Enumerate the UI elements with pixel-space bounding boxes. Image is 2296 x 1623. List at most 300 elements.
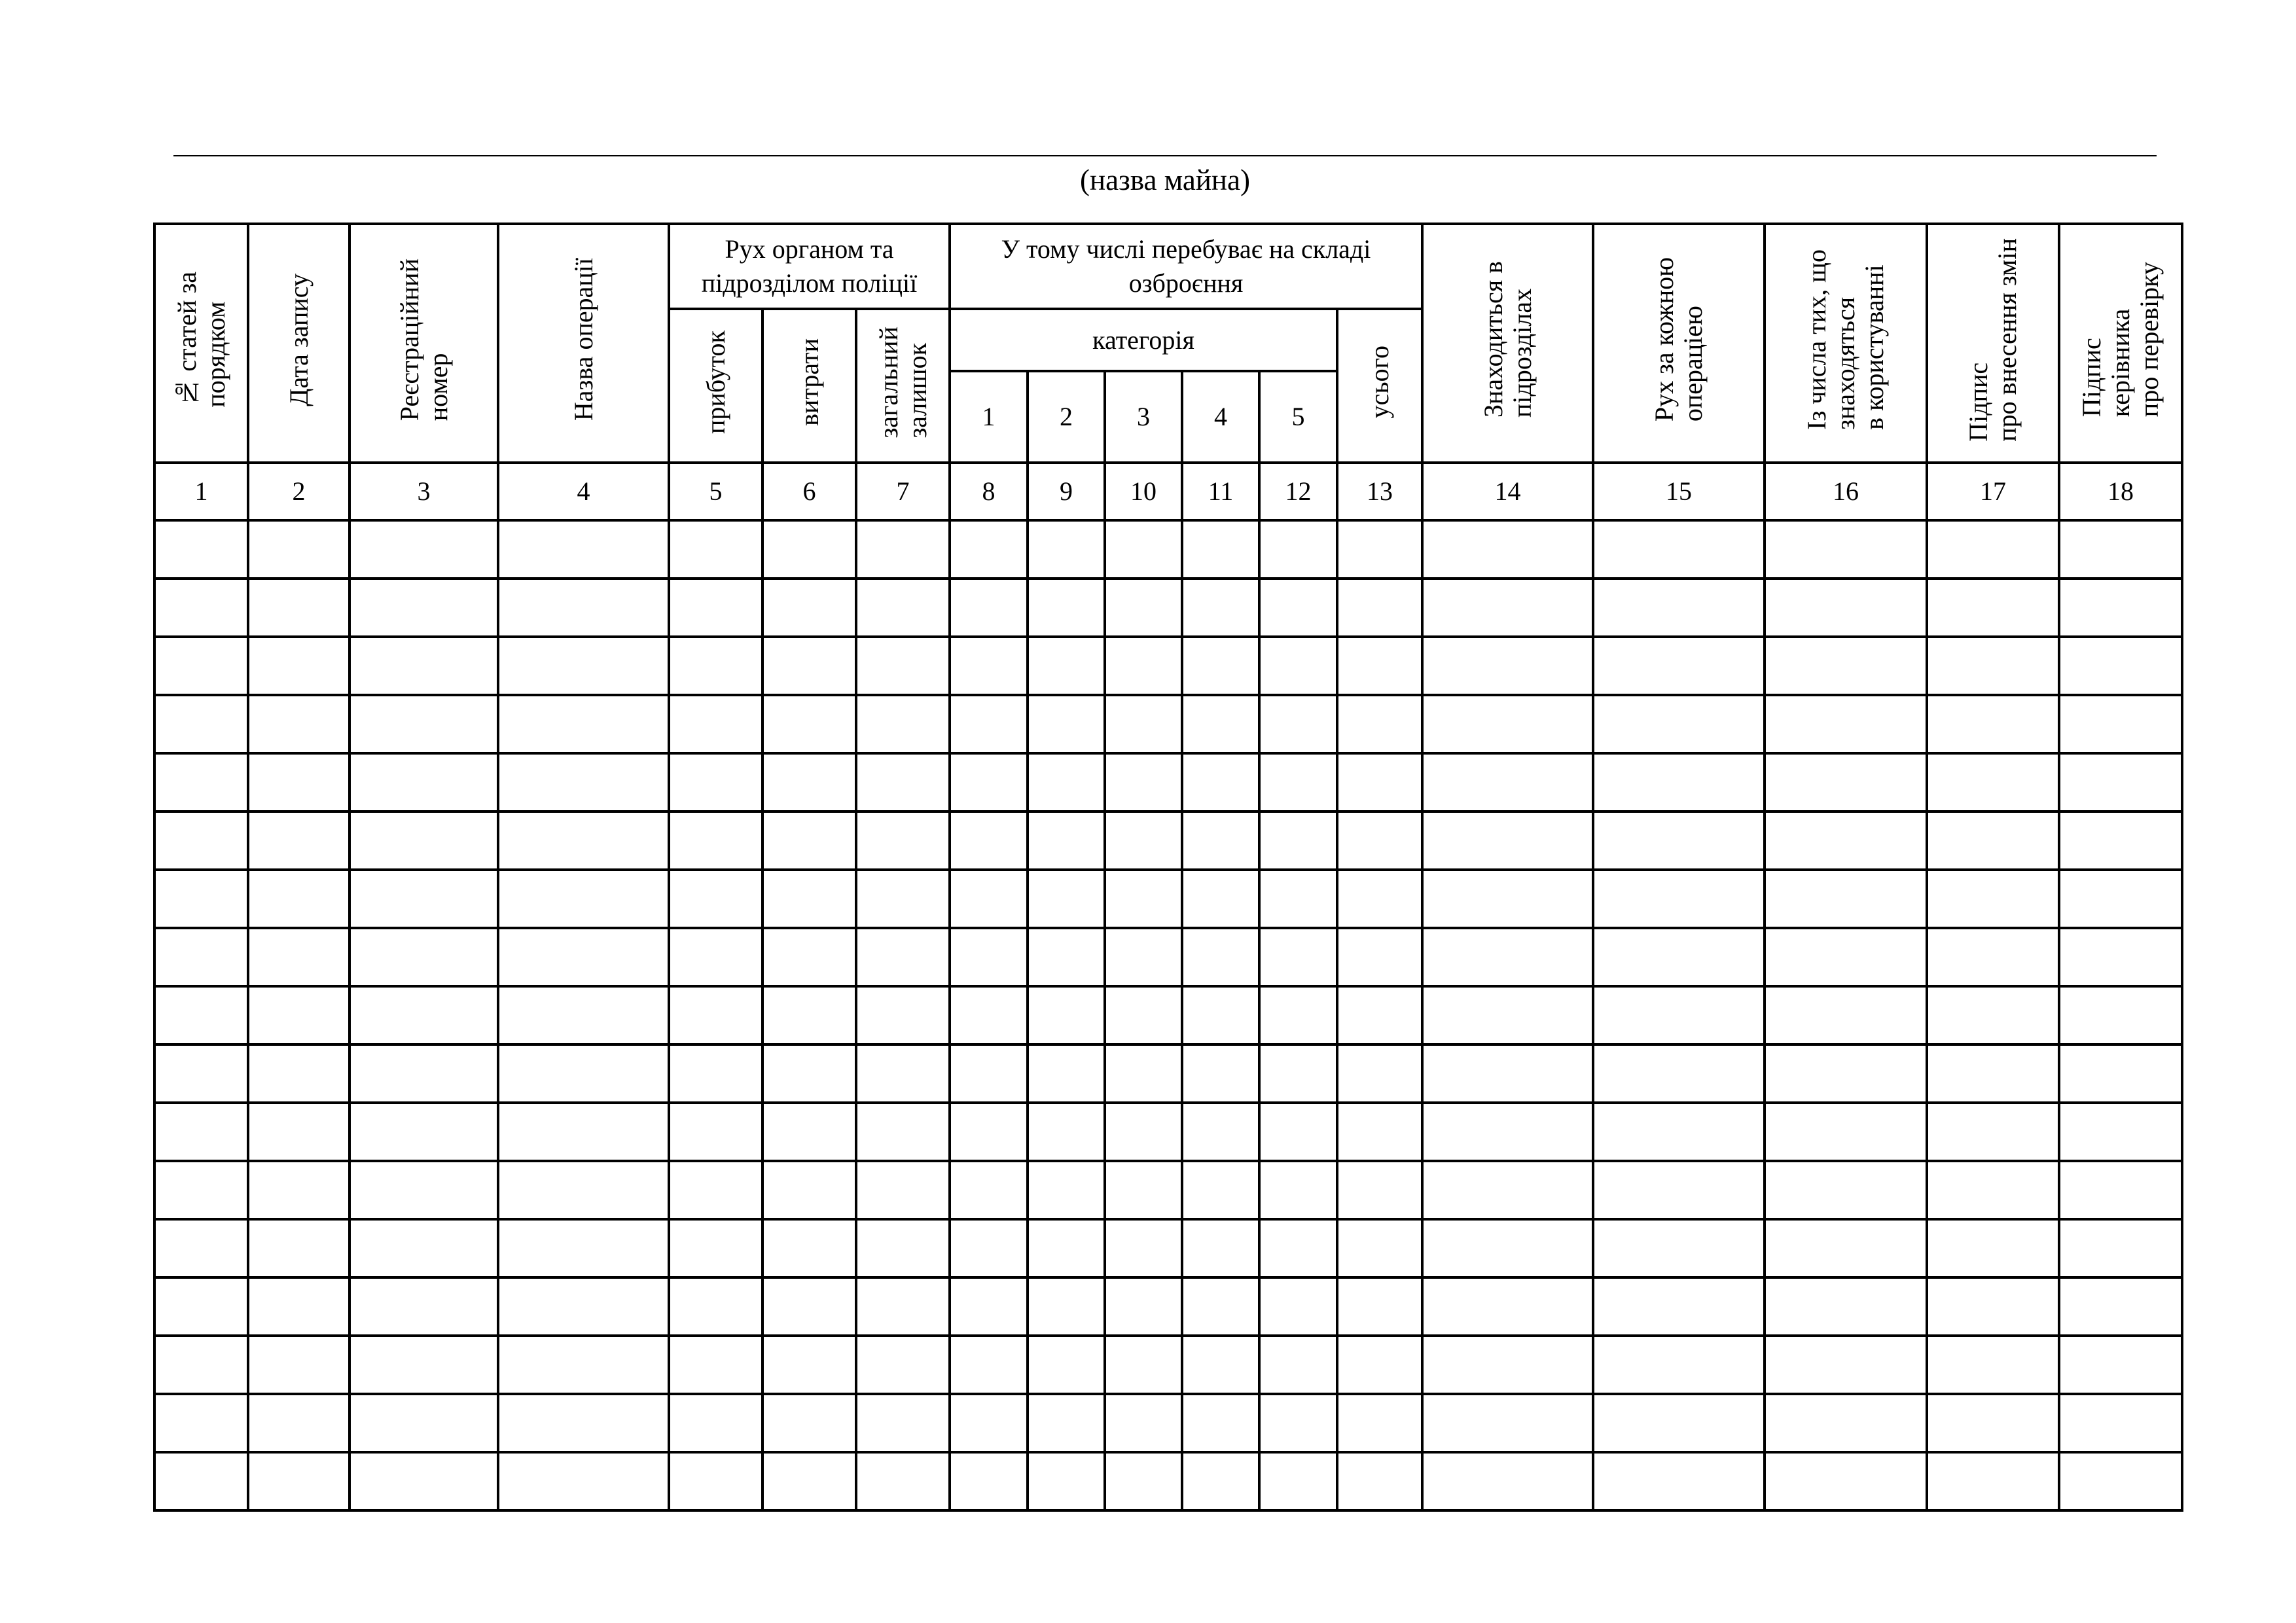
- table-cell[interactable]: [1259, 928, 1337, 986]
- table-cell[interactable]: [1182, 1452, 1259, 1510]
- table-cell[interactable]: [762, 1452, 856, 1510]
- table-cell[interactable]: [1422, 1161, 1593, 1219]
- table-cell[interactable]: [1422, 928, 1593, 986]
- table-cell[interactable]: [1337, 870, 1422, 928]
- table-cell[interactable]: [950, 928, 1028, 986]
- table-cell[interactable]: [1422, 870, 1593, 928]
- table-cell[interactable]: [2059, 579, 2182, 637]
- table-cell[interactable]: [1593, 1103, 1765, 1161]
- table-cell[interactable]: [950, 753, 1028, 812]
- table-cell[interactable]: [1182, 1394, 1259, 1452]
- table-cell[interactable]: [1259, 637, 1337, 695]
- table-cell[interactable]: [2059, 1103, 2182, 1161]
- table-cell[interactable]: [950, 637, 1028, 695]
- table-cell[interactable]: [1182, 1336, 1259, 1394]
- table-cell[interactable]: [1259, 1103, 1337, 1161]
- table-cell[interactable]: [1259, 1219, 1337, 1277]
- table-cell[interactable]: [1927, 1277, 2059, 1336]
- table-cell[interactable]: [1337, 579, 1422, 637]
- table-cell[interactable]: [762, 579, 856, 637]
- table-cell[interactable]: [1337, 520, 1422, 579]
- table-cell[interactable]: [1765, 753, 1927, 812]
- table-cell[interactable]: [950, 1452, 1028, 1510]
- table-cell[interactable]: [856, 520, 950, 579]
- table-cell[interactable]: [1182, 1277, 1259, 1336]
- table-cell[interactable]: [856, 1394, 950, 1452]
- table-cell[interactable]: [762, 1103, 856, 1161]
- table-cell[interactable]: [669, 1161, 762, 1219]
- table-cell[interactable]: [1028, 1336, 1105, 1394]
- table-cell[interactable]: [1765, 870, 1927, 928]
- table-cell[interactable]: [762, 986, 856, 1044]
- table-cell[interactable]: [1765, 1161, 1927, 1219]
- table-cell[interactable]: [1028, 1452, 1105, 1510]
- table-cell[interactable]: [1182, 812, 1259, 870]
- table-cell[interactable]: [350, 579, 498, 637]
- table-cell[interactable]: [950, 579, 1028, 637]
- table-cell[interactable]: [248, 579, 350, 637]
- table-cell[interactable]: [1422, 1219, 1593, 1277]
- table-cell[interactable]: [498, 928, 669, 986]
- table-cell[interactable]: [248, 753, 350, 812]
- table-cell[interactable]: [2059, 1336, 2182, 1394]
- table-cell[interactable]: [1593, 579, 1765, 637]
- table-cell[interactable]: [1422, 986, 1593, 1044]
- table-cell[interactable]: [1422, 1044, 1593, 1103]
- table-cell[interactable]: [1028, 812, 1105, 870]
- table-cell[interactable]: [1259, 1277, 1337, 1336]
- table-cell[interactable]: [762, 695, 856, 753]
- table-cell[interactable]: [1765, 1394, 1927, 1452]
- table-cell[interactable]: [1259, 1044, 1337, 1103]
- table-cell[interactable]: [154, 1161, 248, 1219]
- table-cell[interactable]: [856, 812, 950, 870]
- table-cell[interactable]: [1182, 637, 1259, 695]
- table-cell[interactable]: [669, 695, 762, 753]
- table-cell[interactable]: [1927, 637, 2059, 695]
- table-cell[interactable]: [1927, 870, 2059, 928]
- table-cell[interactable]: [1259, 695, 1337, 753]
- table-cell[interactable]: [248, 1394, 350, 1452]
- table-cell[interactable]: [248, 1044, 350, 1103]
- table-cell[interactable]: [1927, 812, 2059, 870]
- table-cell[interactable]: [1105, 928, 1182, 986]
- table-cell[interactable]: [1337, 1219, 1422, 1277]
- table-cell[interactable]: [1337, 986, 1422, 1044]
- table-cell[interactable]: [2059, 1277, 2182, 1336]
- table-cell[interactable]: [1105, 1044, 1182, 1103]
- table-cell[interactable]: [154, 637, 248, 695]
- table-cell[interactable]: [1422, 1452, 1593, 1510]
- table-cell[interactable]: [1259, 1452, 1337, 1510]
- table-cell[interactable]: [1593, 986, 1765, 1044]
- table-cell[interactable]: [350, 1394, 498, 1452]
- table-cell[interactable]: [154, 812, 248, 870]
- table-cell[interactable]: [498, 579, 669, 637]
- table-cell[interactable]: [1765, 928, 1927, 986]
- table-cell[interactable]: [1182, 579, 1259, 637]
- table-cell[interactable]: [856, 1452, 950, 1510]
- table-cell[interactable]: [762, 870, 856, 928]
- table-cell[interactable]: [350, 695, 498, 753]
- table-cell[interactable]: [1765, 986, 1927, 1044]
- table-cell[interactable]: [1927, 1161, 2059, 1219]
- table-cell[interactable]: [669, 812, 762, 870]
- table-cell[interactable]: [1105, 637, 1182, 695]
- table-cell[interactable]: [248, 695, 350, 753]
- table-cell[interactable]: [2059, 986, 2182, 1044]
- table-cell[interactable]: [154, 928, 248, 986]
- table-cell[interactable]: [248, 1277, 350, 1336]
- table-cell[interactable]: [1337, 637, 1422, 695]
- table-cell[interactable]: [2059, 753, 2182, 812]
- table-cell[interactable]: [1765, 637, 1927, 695]
- table-cell[interactable]: [1028, 1044, 1105, 1103]
- table-cell[interactable]: [1593, 812, 1765, 870]
- table-cell[interactable]: [1337, 1336, 1422, 1394]
- table-cell[interactable]: [950, 1336, 1028, 1394]
- table-cell[interactable]: [350, 1044, 498, 1103]
- table-cell[interactable]: [669, 1452, 762, 1510]
- table-cell[interactable]: [1765, 520, 1927, 579]
- table-cell[interactable]: [350, 1452, 498, 1510]
- table-cell[interactable]: [1422, 695, 1593, 753]
- table-cell[interactable]: [1593, 753, 1765, 812]
- table-cell[interactable]: [1337, 1277, 1422, 1336]
- table-cell[interactable]: [669, 986, 762, 1044]
- table-cell[interactable]: [762, 1394, 856, 1452]
- table-cell[interactable]: [350, 870, 498, 928]
- table-cell[interactable]: [950, 1277, 1028, 1336]
- table-cell[interactable]: [1259, 579, 1337, 637]
- table-cell[interactable]: [762, 520, 856, 579]
- table-cell[interactable]: [1765, 1452, 1927, 1510]
- table-cell[interactable]: [1765, 1103, 1927, 1161]
- table-cell[interactable]: [669, 637, 762, 695]
- table-cell[interactable]: [762, 1277, 856, 1336]
- table-cell[interactable]: [1422, 753, 1593, 812]
- table-cell[interactable]: [669, 870, 762, 928]
- table-cell[interactable]: [1182, 870, 1259, 928]
- table-cell[interactable]: [1593, 1394, 1765, 1452]
- table-cell[interactable]: [950, 1103, 1028, 1161]
- table-cell[interactable]: [248, 1219, 350, 1277]
- table-cell[interactable]: [498, 870, 669, 928]
- table-cell[interactable]: [1593, 1452, 1765, 1510]
- table-cell[interactable]: [669, 1336, 762, 1394]
- table-cell[interactable]: [2059, 812, 2182, 870]
- table-cell[interactable]: [154, 870, 248, 928]
- table-cell[interactable]: [154, 753, 248, 812]
- table-cell[interactable]: [1927, 928, 2059, 986]
- table-cell[interactable]: [1028, 1219, 1105, 1277]
- table-cell[interactable]: [1028, 1394, 1105, 1452]
- table-cell[interactable]: [1105, 579, 1182, 637]
- table-cell[interactable]: [154, 695, 248, 753]
- table-cell[interactable]: [1028, 520, 1105, 579]
- table-cell[interactable]: [1182, 1161, 1259, 1219]
- table-cell[interactable]: [2059, 870, 2182, 928]
- table-cell[interactable]: [1337, 1394, 1422, 1452]
- table-cell[interactable]: [1028, 637, 1105, 695]
- table-cell[interactable]: [498, 1277, 669, 1336]
- table-cell[interactable]: [1182, 695, 1259, 753]
- table-cell[interactable]: [669, 579, 762, 637]
- table-cell[interactable]: [856, 1044, 950, 1103]
- table-cell[interactable]: [1765, 1336, 1927, 1394]
- table-cell[interactable]: [1765, 579, 1927, 637]
- table-cell[interactable]: [1028, 870, 1105, 928]
- table-cell[interactable]: [1028, 695, 1105, 753]
- table-cell[interactable]: [1593, 1336, 1765, 1394]
- table-cell[interactable]: [1028, 928, 1105, 986]
- table-cell[interactable]: [2059, 1219, 2182, 1277]
- table-cell[interactable]: [762, 1336, 856, 1394]
- table-cell[interactable]: [498, 695, 669, 753]
- table-cell[interactable]: [1028, 1277, 1105, 1336]
- table-cell[interactable]: [498, 1394, 669, 1452]
- table-cell[interactable]: [1422, 1103, 1593, 1161]
- table-cell[interactable]: [950, 1161, 1028, 1219]
- table-cell[interactable]: [1593, 637, 1765, 695]
- table-cell[interactable]: [154, 1394, 248, 1452]
- table-cell[interactable]: [856, 928, 950, 986]
- table-cell[interactable]: [762, 1044, 856, 1103]
- table-cell[interactable]: [248, 637, 350, 695]
- table-cell[interactable]: [856, 1103, 950, 1161]
- table-cell[interactable]: [1028, 1103, 1105, 1161]
- table-cell[interactable]: [762, 1161, 856, 1219]
- table-cell[interactable]: [1182, 928, 1259, 986]
- table-cell[interactable]: [1259, 520, 1337, 579]
- table-cell[interactable]: [1105, 1394, 1182, 1452]
- table-cell[interactable]: [1593, 870, 1765, 928]
- table-cell[interactable]: [1182, 1219, 1259, 1277]
- table-cell[interactable]: [350, 1161, 498, 1219]
- table-cell[interactable]: [248, 520, 350, 579]
- table-cell[interactable]: [350, 1336, 498, 1394]
- table-cell[interactable]: [856, 637, 950, 695]
- table-cell[interactable]: [1765, 695, 1927, 753]
- table-cell[interactable]: [1259, 870, 1337, 928]
- table-cell[interactable]: [856, 1277, 950, 1336]
- table-cell[interactable]: [1765, 812, 1927, 870]
- table-cell[interactable]: [669, 1044, 762, 1103]
- table-cell[interactable]: [950, 1219, 1028, 1277]
- table-cell[interactable]: [1422, 637, 1593, 695]
- table-cell[interactable]: [1028, 1161, 1105, 1219]
- table-cell[interactable]: [248, 928, 350, 986]
- table-cell[interactable]: [1028, 753, 1105, 812]
- table-cell[interactable]: [350, 986, 498, 1044]
- table-cell[interactable]: [1765, 1219, 1927, 1277]
- table-cell[interactable]: [154, 1336, 248, 1394]
- table-cell[interactable]: [350, 753, 498, 812]
- table-cell[interactable]: [950, 1394, 1028, 1452]
- table-cell[interactable]: [248, 986, 350, 1044]
- table-cell[interactable]: [498, 812, 669, 870]
- table-cell[interactable]: [350, 812, 498, 870]
- table-cell[interactable]: [1927, 1103, 2059, 1161]
- table-cell[interactable]: [1593, 1277, 1765, 1336]
- table-cell[interactable]: [1593, 1161, 1765, 1219]
- table-cell[interactable]: [1927, 1044, 2059, 1103]
- table-cell[interactable]: [669, 1103, 762, 1161]
- table-cell[interactable]: [498, 1103, 669, 1161]
- table-cell[interactable]: [1259, 812, 1337, 870]
- table-cell[interactable]: [1765, 1277, 1927, 1336]
- table-cell[interactable]: [2059, 1044, 2182, 1103]
- table-cell[interactable]: [1182, 1103, 1259, 1161]
- table-cell[interactable]: [856, 753, 950, 812]
- table-cell[interactable]: [1105, 1336, 1182, 1394]
- table-cell[interactable]: [498, 986, 669, 1044]
- table-cell[interactable]: [669, 1394, 762, 1452]
- table-cell[interactable]: [1105, 812, 1182, 870]
- table-cell[interactable]: [1182, 520, 1259, 579]
- table-cell[interactable]: [669, 928, 762, 986]
- table-cell[interactable]: [1927, 1336, 2059, 1394]
- table-cell[interactable]: [1105, 870, 1182, 928]
- table-cell[interactable]: [950, 986, 1028, 1044]
- table-cell[interactable]: [248, 812, 350, 870]
- table-cell[interactable]: [2059, 637, 2182, 695]
- table-cell[interactable]: [350, 928, 498, 986]
- table-cell[interactable]: [1028, 579, 1105, 637]
- table-cell[interactable]: [154, 1044, 248, 1103]
- table-cell[interactable]: [669, 1277, 762, 1336]
- table-cell[interactable]: [856, 1219, 950, 1277]
- table-cell[interactable]: [1105, 986, 1182, 1044]
- table-cell[interactable]: [1337, 1161, 1422, 1219]
- table-cell[interactable]: [1422, 1394, 1593, 1452]
- table-cell[interactable]: [1105, 1103, 1182, 1161]
- table-cell[interactable]: [1593, 928, 1765, 986]
- table-cell[interactable]: [1927, 579, 2059, 637]
- table-cell[interactable]: [154, 1219, 248, 1277]
- table-cell[interactable]: [350, 1219, 498, 1277]
- table-cell[interactable]: [1422, 1336, 1593, 1394]
- table-cell[interactable]: [1422, 520, 1593, 579]
- table-cell[interactable]: [1259, 986, 1337, 1044]
- table-cell[interactable]: [1422, 579, 1593, 637]
- table-cell[interactable]: [1259, 1161, 1337, 1219]
- table-cell[interactable]: [498, 1219, 669, 1277]
- table-cell[interactable]: [154, 579, 248, 637]
- table-cell[interactable]: [669, 1219, 762, 1277]
- table-cell[interactable]: [154, 1277, 248, 1336]
- table-cell[interactable]: [498, 753, 669, 812]
- table-cell[interactable]: [1259, 1394, 1337, 1452]
- table-cell[interactable]: [856, 579, 950, 637]
- table-cell[interactable]: [248, 870, 350, 928]
- table-cell[interactable]: [1337, 1452, 1422, 1510]
- table-cell[interactable]: [1593, 1219, 1765, 1277]
- table-cell[interactable]: [762, 637, 856, 695]
- table-cell[interactable]: [1927, 986, 2059, 1044]
- table-cell[interactable]: [350, 1103, 498, 1161]
- table-cell[interactable]: [2059, 1394, 2182, 1452]
- table-cell[interactable]: [2059, 695, 2182, 753]
- table-cell[interactable]: [248, 1161, 350, 1219]
- table-cell[interactable]: [856, 1161, 950, 1219]
- table-cell[interactable]: [762, 1219, 856, 1277]
- table-cell[interactable]: [856, 695, 950, 753]
- table-cell[interactable]: [1422, 1277, 1593, 1336]
- table-cell[interactable]: [1422, 812, 1593, 870]
- table-cell[interactable]: [950, 695, 1028, 753]
- table-cell[interactable]: [154, 986, 248, 1044]
- table-cell[interactable]: [2059, 520, 2182, 579]
- table-cell[interactable]: [1105, 1452, 1182, 1510]
- table-cell[interactable]: [1927, 1219, 2059, 1277]
- table-cell[interactable]: [1593, 1044, 1765, 1103]
- table-cell[interactable]: [669, 520, 762, 579]
- table-cell[interactable]: [1182, 753, 1259, 812]
- table-cell[interactable]: [1105, 520, 1182, 579]
- table-cell[interactable]: [1927, 1394, 2059, 1452]
- table-cell[interactable]: [762, 753, 856, 812]
- table-cell[interactable]: [950, 1044, 1028, 1103]
- table-cell[interactable]: [1337, 753, 1422, 812]
- table-cell[interactable]: [1337, 812, 1422, 870]
- table-cell[interactable]: [1765, 1044, 1927, 1103]
- table-cell[interactable]: [856, 1336, 950, 1394]
- table-cell[interactable]: [856, 870, 950, 928]
- table-cell[interactable]: [498, 1452, 669, 1510]
- table-cell[interactable]: [669, 753, 762, 812]
- table-cell[interactable]: [1182, 1044, 1259, 1103]
- table-cell[interactable]: [498, 1044, 669, 1103]
- table-cell[interactable]: [1105, 1219, 1182, 1277]
- table-cell[interactable]: [1927, 695, 2059, 753]
- table-cell[interactable]: [154, 1452, 248, 1510]
- table-cell[interactable]: [498, 637, 669, 695]
- table-cell[interactable]: [498, 1336, 669, 1394]
- table-cell[interactable]: [1259, 1336, 1337, 1394]
- table-cell[interactable]: [2059, 928, 2182, 986]
- table-cell[interactable]: [1105, 695, 1182, 753]
- table-cell[interactable]: [762, 928, 856, 986]
- table-cell[interactable]: [2059, 1452, 2182, 1510]
- table-cell[interactable]: [950, 812, 1028, 870]
- table-cell[interactable]: [154, 520, 248, 579]
- table-cell[interactable]: [1927, 520, 2059, 579]
- table-cell[interactable]: [1927, 753, 2059, 812]
- table-cell[interactable]: [1337, 1103, 1422, 1161]
- table-cell[interactable]: [950, 520, 1028, 579]
- table-cell[interactable]: [248, 1336, 350, 1394]
- table-cell[interactable]: [1182, 986, 1259, 1044]
- table-cell[interactable]: [154, 1103, 248, 1161]
- table-cell[interactable]: [1105, 1161, 1182, 1219]
- table-cell[interactable]: [1927, 1452, 2059, 1510]
- table-cell[interactable]: [1593, 520, 1765, 579]
- table-cell[interactable]: [762, 812, 856, 870]
- table-cell[interactable]: [1028, 986, 1105, 1044]
- table-cell[interactable]: [1337, 1044, 1422, 1103]
- table-cell[interactable]: [350, 637, 498, 695]
- table-cell[interactable]: [350, 1277, 498, 1336]
- table-cell[interactable]: [1105, 1277, 1182, 1336]
- table-cell[interactable]: [248, 1103, 350, 1161]
- table-cell[interactable]: [1593, 695, 1765, 753]
- table-cell[interactable]: [2059, 1161, 2182, 1219]
- table-cell[interactable]: [248, 1452, 350, 1510]
- table-cell[interactable]: [498, 1161, 669, 1219]
- table-cell[interactable]: [1259, 753, 1337, 812]
- table-cell[interactable]: [950, 870, 1028, 928]
